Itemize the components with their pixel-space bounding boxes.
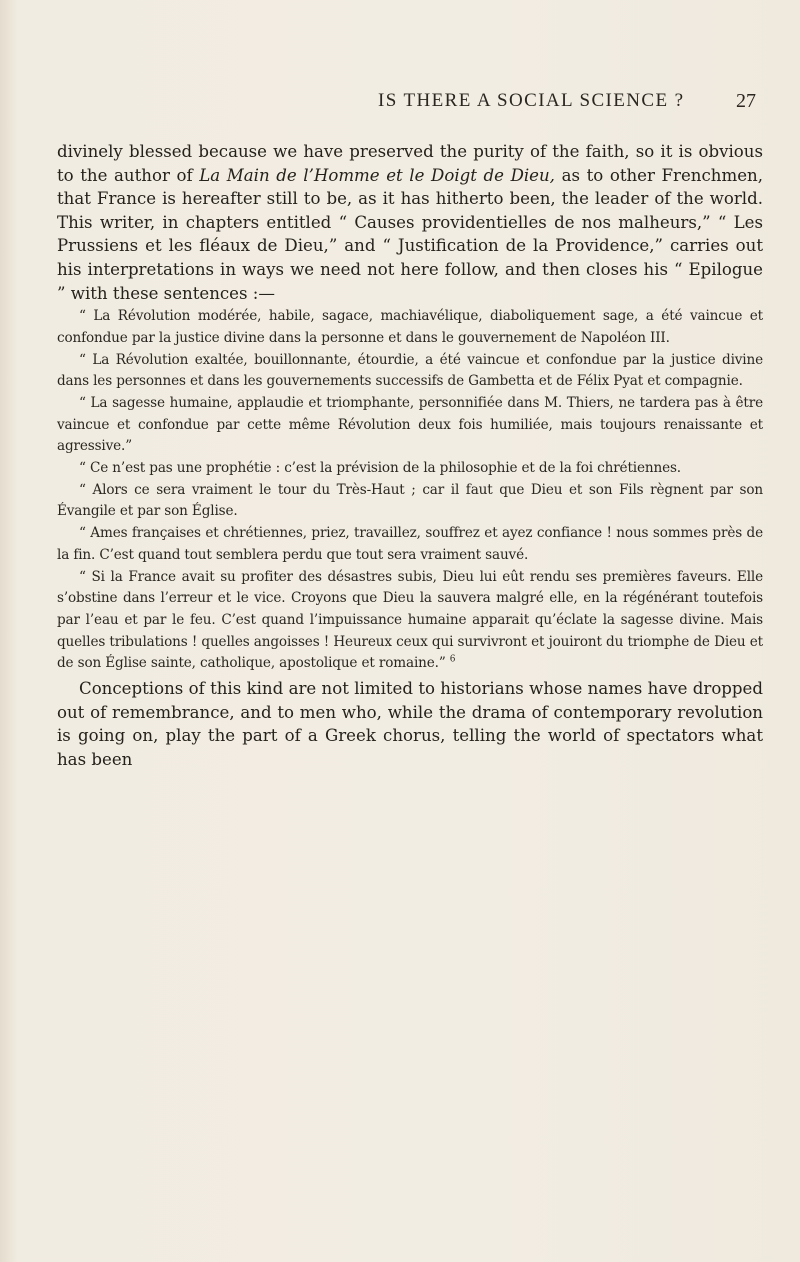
intro-paragraph — [57, 140, 763, 305]
quote-paragraph: “ La Révolution exaltée, bouillonnante, étourdie, a été vaincue et confondue par la justice divine dans les personnes et dans les gouvernements successifs de Gambetta et de Félix Pyat et compagnie. — [57, 351, 763, 390]
intro-text-part2: as to other Frenchmen, that France is hereafter still to be, as it has hitherto been, the leader of the world. This writer, in chapters entitled “ Causes providentielles de nos malheurs,” “ Les Prussiens et les fléaux de Dieu,” and “ Justification de la Providence,” carries out his interpretations in ways we need not here follow, and then closes his “ Epilogue ” with these sentences :— — [57, 165, 763, 303]
quote-final-text: “ Si la France avait su profiter des désastres subis, Dieu lui eût rendu ses premières faveurs. Elle s’obstine dans l’erreur et le vice. Croyons que Dieu la sauvera malgré elle, en la régénérant toutefois par l’eau et par le feu. C’est quand l’impuissance humaine apparait qu’éclate la sagesse divine. Mais quelles tribulations ! quelles angoisses ! Heureux ceux qui survivront et jouiront du triomphe de Dieu et de son Église sainte, catholique, apostolique et romaine.” — [57, 568, 763, 672]
book-title: La Main de l’Homme et le Doigt de Dieu, — [199, 165, 555, 185]
quote-paragraph: “ Ames françaises et chrétiennes, priez, travaillez, souffrez et ayez confiance ! nous sommes près de la fin. C’est quand tout semblera perdu que tout sera vraiment sauvé. — [57, 525, 763, 563]
quote-paragraph: “ Alors ce sera vraiment le tour du Très-Haut ; car il faut que Dieu et son Fils règnent par son Évangile et par son Église. — [57, 481, 763, 520]
footnote-marker: 6 — [449, 654, 456, 665]
page-number: 27 — [736, 90, 756, 112]
quote-paragraph-final — [57, 567, 763, 676]
running-title: IS THERE A SOCIAL SCIENCE ? — [378, 90, 685, 111]
conclusion-paragraph: Conceptions of this kind are not limited to historians whose names have dropped out of remembrance, and to men who, while the drama of contemporary revolution is going on, play the part of a Greek chorus, telling the world of spectators what has been — [57, 679, 763, 769]
page-header — [378, 90, 778, 120]
body-text — [57, 140, 763, 771]
quote-paragraph: “ La Révolution modérée, habile, sagace, machiavélique, diaboliquement sage, a été vaincue et confondue par la justice divine dans la personne et dans le gouvernement de Napoléon III. — [57, 308, 763, 346]
quote-paragraph: “ Ce n’est pas une prophétie : c’est la prévision de la philosophie et de la foi chrétiennes. — [79, 460, 681, 477]
quote-paragraph: “ La sagesse humaine, applaudie et triomphante, personnifiée dans M. Thiers, ne tardera pas à être vaincue et confondue par cette même Révolution deux fois humiliée, mais toujours renaissante et agressive.” — [57, 394, 763, 455]
intro-text-part1: divinely blessed because we have preserved the purity of the faith, so it is obvious to the author of — [57, 142, 763, 185]
